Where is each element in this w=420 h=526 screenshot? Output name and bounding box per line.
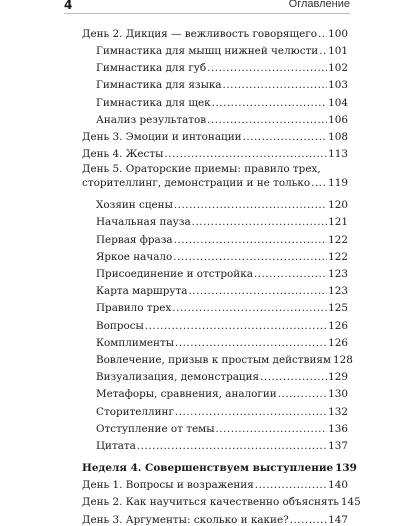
toc-entry-title: День 1. Вопросы и возражения <box>82 479 254 492</box>
dot-leader <box>192 217 328 227</box>
dot-leader <box>175 338 327 348</box>
dot-leader <box>318 29 327 39</box>
toc-entry <box>82 508 348 525</box>
toc-entry-title: Первая фраза <box>96 233 173 246</box>
toc-entry-page: 106 <box>328 113 348 126</box>
toc-entry-page: 108 <box>328 130 348 143</box>
toc-entry-title-line1: День 5. Ораторские приемы: правило трех, <box>82 162 321 175</box>
toc-subentry <box>82 245 348 262</box>
dot-leader <box>311 178 327 188</box>
dot-leader <box>188 286 327 296</box>
toc-entry <box>82 142 348 159</box>
toc-subentry <box>82 365 348 382</box>
dot-leader <box>174 200 327 210</box>
toc-entry-title: Хозяин сцены <box>96 199 173 212</box>
toc-entry-title: Начальная пауза <box>96 216 191 229</box>
toc-entry-page: 122 <box>328 233 348 246</box>
toc-subentry <box>82 297 348 314</box>
dot-leader <box>255 480 327 490</box>
toc-entry-page: 113 <box>328 148 348 161</box>
toc-subentry <box>82 262 348 279</box>
toc-entry-page: 130 <box>328 388 348 401</box>
toc-entry-title: Анализ результатов <box>96 113 207 126</box>
toc-section-heading <box>82 456 357 475</box>
toc-entry-page: 123 <box>328 268 348 281</box>
toc-entry-page: 132 <box>328 405 348 418</box>
toc-entry-title: Вопросы <box>96 319 144 332</box>
toc-entry-page: 139 <box>335 462 357 475</box>
dot-leader <box>243 132 328 142</box>
dot-leader <box>223 80 328 90</box>
toc-entry-title: Присоединение и отстройка <box>96 268 253 281</box>
toc-subentry <box>82 279 348 296</box>
dot-leader <box>173 252 327 262</box>
toc-subentry <box>82 74 348 91</box>
toc-entry-title: День 3. Аргументы: сколько и какие? <box>82 513 289 526</box>
toc-entry-title: Гимнастика для мышц нижней челюсти <box>96 44 319 57</box>
toc-subentry <box>82 194 348 211</box>
toc-entry <box>82 474 348 491</box>
dot-leader <box>254 269 327 279</box>
dot-leader <box>260 372 327 382</box>
toc-entry-title: Цитата <box>96 439 136 452</box>
toc-entry-title-line2: сторителлинг, демонстрации и не только <box>82 176 311 189</box>
toc-entry <box>82 160 348 194</box>
running-title: Оглавление <box>288 0 350 10</box>
table-of-contents <box>82 22 361 526</box>
dot-leader <box>172 303 327 313</box>
toc-entry-title: Правило трех <box>96 302 172 315</box>
toc-entry-title: Яркое начало <box>96 250 173 263</box>
toc-entry-page: 122 <box>328 250 348 263</box>
dot-leader <box>319 46 327 56</box>
toc-subentry <box>82 400 348 417</box>
toc-entry <box>82 22 348 39</box>
toc-entry-title: Сторителлинг <box>96 405 174 418</box>
dot-leader <box>137 441 327 451</box>
toc-subentry <box>82 108 348 125</box>
toc-entry-title: День 2. Дикция — вежливость говорящего <box>82 27 317 40</box>
toc-subentry <box>82 348 353 366</box>
toc-entry-title: Гимнастика для языка <box>96 79 222 92</box>
dot-leader <box>164 149 327 159</box>
toc-subentry <box>82 56 348 73</box>
toc-entry-page: 129 <box>328 371 348 384</box>
toc-entry-title: Вовлечение, призыв к простым действиям <box>96 353 332 366</box>
toc-entry <box>82 491 361 509</box>
toc-entry-title: Гимнастика для щек <box>96 96 211 109</box>
page-number: 4 <box>64 0 73 12</box>
toc-subentry <box>82 383 348 400</box>
toc-entry-title: Визуализация, демонстрация <box>96 371 260 384</box>
toc-entry <box>82 125 348 142</box>
toc-entry-page: 101 <box>328 44 348 57</box>
toc-entry-page: 140 <box>328 479 348 492</box>
toc-entry-page: 147 <box>328 513 348 526</box>
toc-entry-page: 145 <box>340 496 361 509</box>
dot-leader <box>290 515 327 525</box>
toc-entry-title: Метафоры, сравнения, аналогии <box>96 388 277 401</box>
dot-leader <box>278 389 327 399</box>
header-divider <box>64 13 350 14</box>
toc-subentry <box>82 434 348 451</box>
toc-entry-title: Неделя 4. Совершенствуем выступление <box>82 462 334 475</box>
toc-entry-title: Отступление от темы <box>96 422 215 435</box>
toc-subentry <box>82 331 348 348</box>
toc-subentry <box>82 228 348 245</box>
toc-subentry <box>82 211 348 228</box>
toc-subentry <box>82 91 348 108</box>
toc-subentry <box>82 39 348 56</box>
toc-entry-page: 102 <box>328 62 348 75</box>
toc-entry-page: 126 <box>328 336 348 349</box>
toc-entry-page: 100 <box>328 27 348 40</box>
dot-leader <box>174 235 328 245</box>
page-header <box>0 0 420 18</box>
toc-entry-page: 125 <box>328 302 348 315</box>
toc-entry-page: 103 <box>328 79 348 92</box>
dot-leader <box>215 424 327 434</box>
toc-entry-page: 120 <box>328 199 348 212</box>
toc-entry-title: Комплименты <box>96 336 175 349</box>
toc-entry-title: Гимнастика для губ <box>96 62 207 75</box>
toc-entry-title: День 2. Как научиться качественно объяснять <box>82 496 339 509</box>
toc-entry-page: 128 <box>333 353 353 366</box>
toc-entry-page: 123 <box>328 285 348 298</box>
dot-leader <box>175 407 327 417</box>
toc-entry-page: 126 <box>328 319 348 332</box>
toc-subentry <box>82 314 348 331</box>
toc-entry-title: День 4. Жесты <box>82 148 164 161</box>
toc-entry-page: 136 <box>328 422 348 435</box>
toc-entry-page: 121 <box>328 216 348 229</box>
toc-entry-title: День 3. Эмоции и интонации <box>82 130 242 143</box>
dot-leader <box>207 63 327 73</box>
dot-leader <box>207 115 327 125</box>
toc-entry-page: 119 <box>328 176 348 189</box>
toc-entry-page: 137 <box>328 439 348 452</box>
toc-entry-title: Карта маршрута <box>96 285 188 298</box>
dot-leader <box>212 98 328 108</box>
dot-leader <box>145 321 327 331</box>
toc-entry-page: 104 <box>328 96 348 109</box>
